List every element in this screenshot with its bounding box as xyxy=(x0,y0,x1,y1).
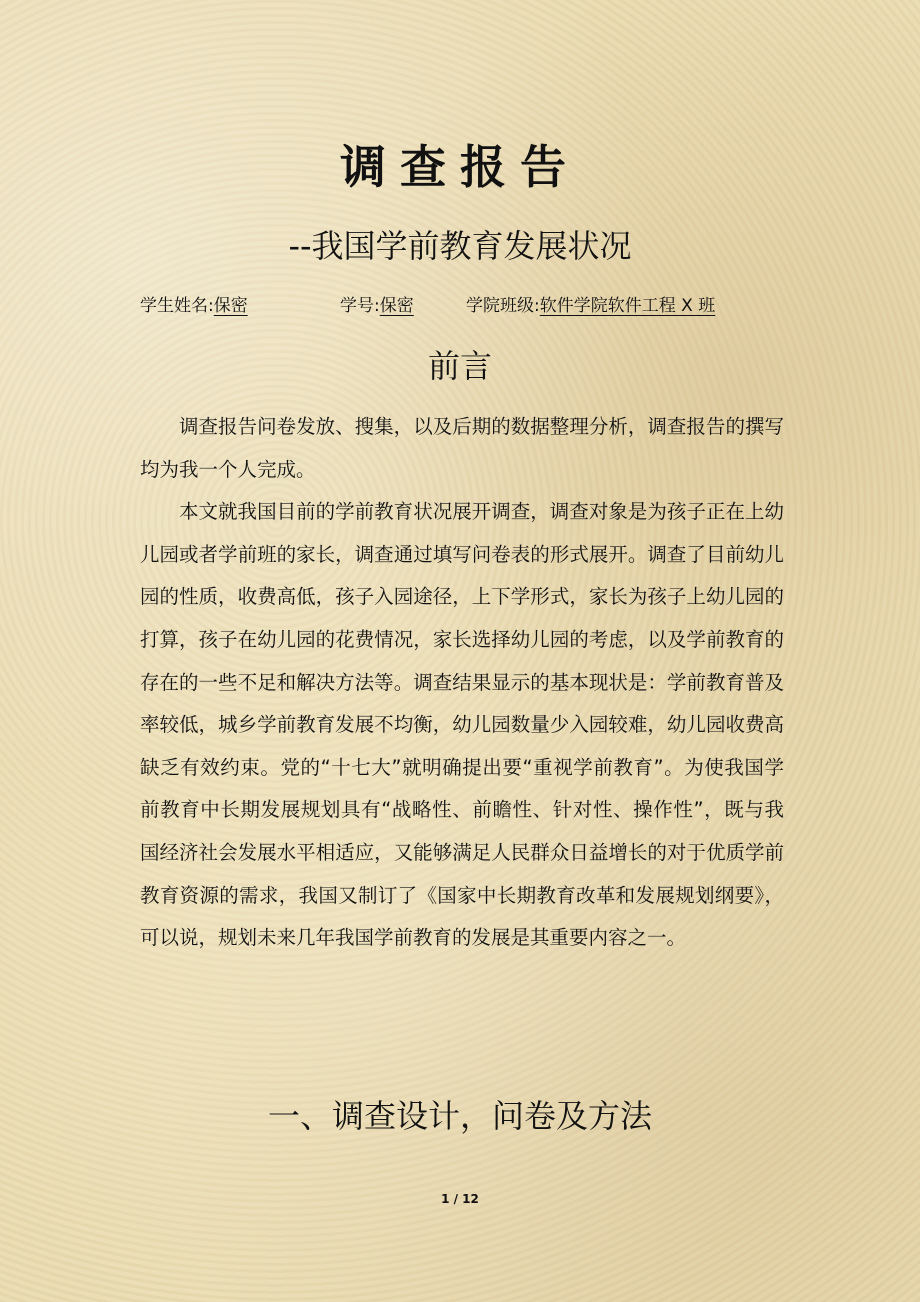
preface-body xyxy=(140,406,784,960)
page-number: 1 / 12 xyxy=(441,1192,479,1206)
student-name xyxy=(140,292,248,320)
student-name-value: 保密 xyxy=(213,296,248,316)
document-subtitle: --我国学前教育发展状况 xyxy=(288,227,632,265)
body-paragraph: 调查报告问卷发放、搜集，以及后期的数据整理分析，调查报告的撰写均为我一个人完成。 xyxy=(140,415,784,481)
student-id-value: 保密 xyxy=(379,296,414,316)
document-title: 调查报告 xyxy=(340,140,580,194)
student-name-label: 学生姓名: xyxy=(140,296,214,316)
body-paragraph: 本文就我国目前的学前教育状况展开调查，调查对象是为孩子正在上幼儿园或者学前班的家长，调查通过填写问卷表的形式展开。调查了目前幼儿园的性质，收费高低，孩子入园途径，上下学形式，家长为孩子上幼儿园的打算，孩子在幼儿园的花费情况，家长选择幼儿园的考虑，以及学前教育的存在的一些不足和解决方法等。调查结果显示的基本现状是：学前教育普及率较低，城乡学前教育发展不均衡，幼儿园数量少入园较难，幼儿园收费高缺乏有效约束。党的“十七大”就明确提出要“重视学前教育”。为使我国学前教育中长期发展规划具有“战略性、前瞻性、针对性、操作性”，既与我国经济社会发展水平相适应，又能够满足人民群众日益增长的对于优质学前教育资源的需求，我国又制订了《国家中长期教育改革和发展规划纲要》，可以说，规划未来几年我国学前教育的发展是其重要内容之一。 xyxy=(140,500,784,950)
student-id xyxy=(340,292,414,320)
student-class xyxy=(466,292,715,320)
section-heading: 一、调查设计，问卷及方法 xyxy=(267,1097,652,1135)
preface-heading: 前言 xyxy=(427,347,492,385)
student-id-label: 学号: xyxy=(340,296,380,316)
student-class-value: 软件学院软件工程 X 班 xyxy=(539,296,716,316)
student-class-label: 学院班级: xyxy=(466,296,540,316)
